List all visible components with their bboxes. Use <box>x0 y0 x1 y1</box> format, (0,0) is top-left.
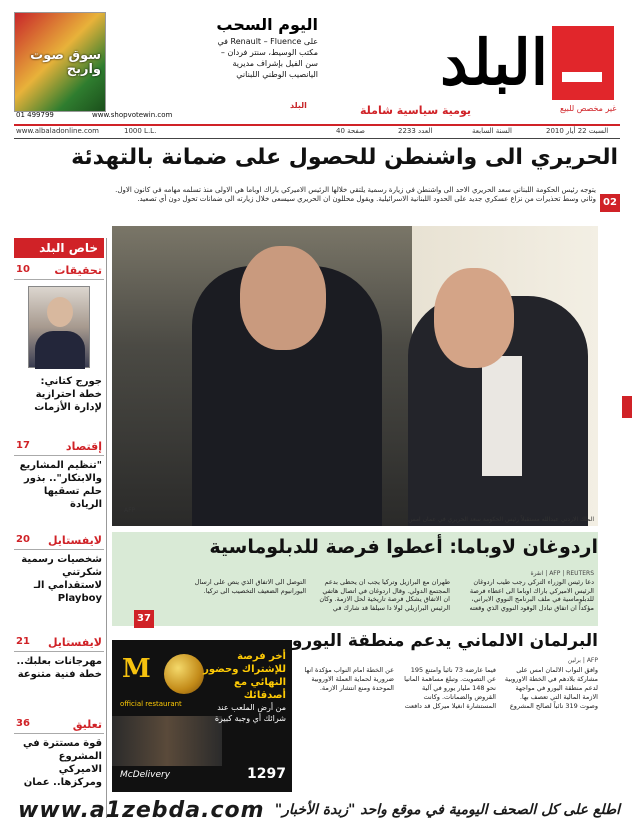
divider <box>14 124 620 126</box>
photo-credit: AFP <box>124 507 136 514</box>
website-link[interactable]: www.albaladonline.com <box>16 127 99 135</box>
main-photo[interactable] <box>112 226 598 526</box>
watermark-text: اطلع على كل الصحف اليومية في موقع واحد "زبدة الأخبار" <box>274 802 620 818</box>
main-headline[interactable]: الحريري الى واشنطن للحصول على ضمانة بالتهدئة <box>71 145 618 170</box>
edge-tab <box>622 396 632 418</box>
ad-brand-logo: البلد <box>290 101 307 110</box>
year: السنة السابعة <box>472 127 512 135</box>
page-number: 20 <box>16 534 30 545</box>
ad-phone: 01 499799 <box>16 111 54 119</box>
price: 1000 L.L. <box>124 127 157 135</box>
story-byline: AFP | برلين <box>567 657 598 664</box>
story-body: وافق النواب الالمان امس على مشاركة بلادهم في الخطة الاوروبية لدعم منطقة اليورو في مواجهة الازمة المالية التي تعصف بها. وصوت 319 نائباً لصالح المشروع فيما عارضه 73 نائباً وامتنع 195 عن التصويت. وتبلغ مساهمة المانيا نحو 148 مليار يورو في آلية القروض والضمانات. وكانت المستشارة انغيلا ميركل قد دافعت عن الخطة امام النواب مؤكدة انها ضرورية لحماية العملة الاوروبية الموحدة ومنع انتشار الازمة. <box>304 666 598 710</box>
ad-text <box>194 650 286 724</box>
story-body: دعا رئيس الوزراء التركي رجب طيب اردوغان الرئيس الاميركي باراك اوباما الى اعطاء فرصة للدبلوماسية في ملف البرنامج النووي الايراني، مؤكداً ان اتفاق تبادل الوقود النووي الذي وقعته طهران مع البرازيل وتركيا يجب ان يحظى بدعم المجتمع الدولي. وقال اردوغان في اتصال هاتفي ان الاتفاق يشكل فرصة تاريخية لحل الازمة. وكان الرئيس البرازيلي لولا دا سيلفا قد شارك في التوصل الى الاتفاق الذي ينص على ارسال اليورانيوم الضعيف التخصيب الى تركيا. <box>194 578 594 612</box>
sidebar-item-commentary[interactable] <box>14 718 104 789</box>
ad-phone-number: 1297 <box>247 766 286 782</box>
newspaper-logo[interactable]: البلد <box>440 26 548 99</box>
section-label: لايفستايل <box>47 534 102 547</box>
page-number: 17 <box>16 440 30 451</box>
mcdonalds-logo-icon: M <box>122 654 151 684</box>
photo-caption: الملك الاردني عبدالله مستقبلاً رئيس الحكومة سعد الحريري في عمان امس <box>408 516 594 523</box>
story-headline[interactable]: اردوغان لاوباما: أعطوا فرصة للدبلوماسية <box>209 536 598 558</box>
section-label: لايفستايل <box>47 636 102 649</box>
divider <box>14 138 620 139</box>
issue-date: السبت 22 أيار 2010 <box>546 127 609 135</box>
sidebar-item-economy[interactable] <box>14 440 104 511</box>
sidebar-item-lifestyle-2[interactable] <box>14 636 104 681</box>
tagline: يومية سياسية شاملة <box>360 104 471 117</box>
issue-bar <box>14 127 620 137</box>
teaser-title: اليوم السحب <box>216 15 318 34</box>
main-lead: يتوجه رئيس الحكومة اللبناني سعد الحريري الاحد الى واشنطن في زيارة رسمية يلتقي خلالها الرئيس الاميركي باراك اوباما هي الاولى منذ تسلمه مهامه في كانون الاول. وثاني وسط تحذيرات من نزاع عسكري جديد على الحدود اللبنانية الاسرائيلية. ويقول محللون ان الحريري سيسعى خلال زيارته الى ضمانات تحول دون أي تصعيد. <box>115 186 596 203</box>
ad-slogan: سوق صوت واربح <box>30 48 101 77</box>
teaser-text: على Renault – Fluence في مكتب الوسيط، سنتر فردان – سن الفيل بإشراف مديرية اليانصيب الوطني اللبناني <box>217 37 318 79</box>
sidebar-item-investigations-text[interactable] <box>14 372 104 414</box>
sidebar-portrait <box>28 286 90 368</box>
sidebar-headline: شخصيات رسمية شكرتني لاستقدامي الـ Playboy <box>21 554 102 604</box>
sidebar-headline: جورج كتاني: خطة احترازية لإدارة الأزمات <box>34 376 102 413</box>
sidebar-headline: "تنظيم المشاريع والابتكار".. بذور حلم تسقيها الريادة <box>19 460 102 510</box>
sidebar-headline: قوة مستترة في المشروع الاميركي ومركزها.. عمان <box>22 738 102 788</box>
ad-delivery: McDelivery <box>120 770 171 780</box>
story-headline[interactable]: البرلمان الالماني يدعم منطقة اليورو <box>291 631 598 651</box>
sidebar-header: خاص البلد <box>14 238 104 258</box>
bottom-advertisement[interactable] <box>112 640 292 792</box>
page-badge[interactable]: 02 <box>600 194 620 212</box>
story-byline: AFP | REUTERS | انقرة <box>530 570 594 577</box>
page-count: 40 صفحة <box>336 127 365 135</box>
sidebar-item-investigations[interactable] <box>14 264 104 280</box>
sidebar-item-lifestyle[interactable] <box>14 534 104 605</box>
watermark-url[interactable]: www.a1zebda.com <box>18 798 265 823</box>
page-number: 21 <box>16 636 30 647</box>
top-advertisement[interactable] <box>14 12 106 112</box>
ad-url[interactable]: www.shopvotewin.com <box>92 111 173 119</box>
sidebar-headline: مهرجانات بعلبك.. خطة فنية متنوعة <box>16 656 102 680</box>
section-label: تعليق <box>72 718 102 731</box>
footer-watermark[interactable] <box>14 796 620 824</box>
page-number: 36 <box>16 718 30 729</box>
page-badge[interactable]: 37 <box>134 610 154 628</box>
section-label: تحقيقات <box>54 264 102 277</box>
draw-teaser[interactable] <box>214 16 318 116</box>
ad-subtext: من أرض الملعب عند شرائك أي وجبة كبيرة <box>214 703 286 723</box>
ad-brand: official restaurant <box>120 700 182 708</box>
column-divider <box>106 238 107 818</box>
logo-mark-icon <box>552 26 614 100</box>
section-label: إقتصاد <box>65 440 102 453</box>
page-number: 10 <box>16 264 30 275</box>
tagline-small: غير مخصص للبيع <box>560 104 617 113</box>
ad-headline: أخر فرصة للإشتراك وحضور النهائي مع أصدقائك <box>203 651 286 701</box>
issue-number: العدد 2233 <box>398 127 433 135</box>
